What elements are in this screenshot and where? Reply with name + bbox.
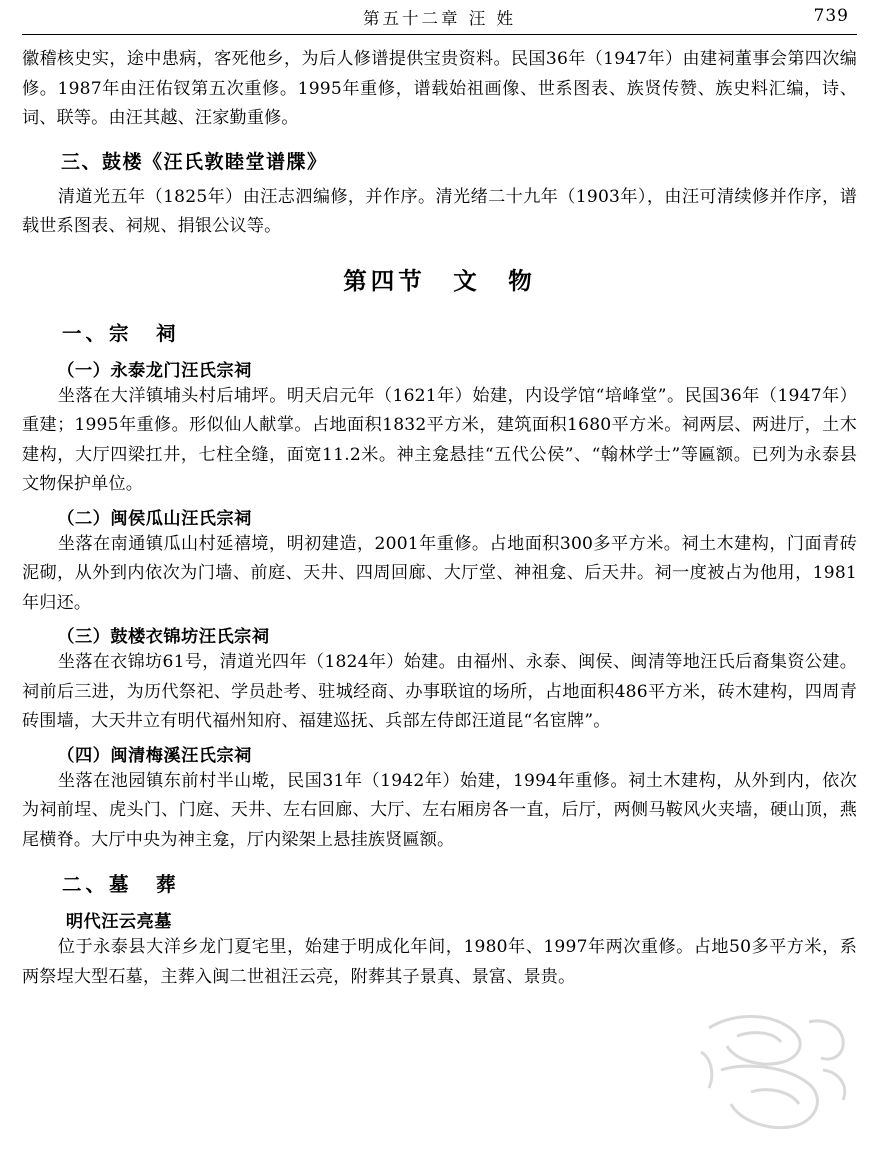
heading-two-tombs: 二、墓 葬 [61,873,180,896]
paragraph-continued: 徽稽核史实，途中患病，客死他乡，为后人修谱提供宝贵资料。民国36年（1947年）由建祠董事会第四次编修。1987年由汪佑钗第五次重修。1995年重修，谱载始祖画像、世系图表、族贤传赞、族史料汇编，诗、词、联等。由汪其越、汪家勤重修。 [22,49,857,128]
section-four-title: 第四节 文 物 [343,266,536,295]
tomb-subheading: 明代汪云亮墓 [65,912,172,932]
section-three-paragraph: 清道光五年（1825年）由汪志泗编修，并作序。清光绪二十九年（1903年），由汪可清续修并作序，谱载世系图表、祠规、捐银公议等。 [22,186,857,236]
subsection-one-paragraph: 坐落在大洋镇埔头村后埔坪。明天启元年（1621年）始建，内设学馆“培峰堂”。民国36年（1947年）重建；1995年重修。形似仙人献掌。占地面积1832平方米，建筑面积1680平方米。祠两层、两进厅，土木建构，大厅四梁扛井，七柱全缝，面宽11.2米。神主龛悬挂“五代公侯”、“翰林学士”等匾额。已列为永泰县文物保护单位。 [22,385,857,494]
subheading-one: （一）永泰龙门汪氏宗祠 [57,360,252,381]
subheading-four: （四）闽清梅溪汪氏宗祠 [57,745,252,766]
heading-one-ancestral-hall: 一、宗 祠 [61,321,180,345]
page-number: 739 [813,6,849,26]
subsection-four-paragraph: 坐落在池园镇东前村半山墘，民国31年（1942年）始建，1994年重修。祠土木建构，从外到内，依次为祠前埕、虎头门、门庭、天井、左右回廊、大厅、左右厢房各一直，后厅，两侧马鞍风火夹墙，硬山顶，燕尾横脊。大厅中央为神主龛，厅内梁架上悬挂族贤匾额。 [22,770,857,850]
subheading-two: （二）闽侯瓜山汪氏宗祠 [57,508,252,529]
subsection-three-paragraph: 坐落在衣锦坊61号，清道光四年（1824年）始建。由福州、永泰、闽侯、闽清等地汪氏后裔集资公建。祠前后三进，为历代祭祀、学员赴考、驻城经商、办事联谊的场所，占地面积486平方米，砖木建构，四周青砖围墙，大天井立有明代福州知府、福建巡抚、兵部左侍郎汪道昆“名宦牌”。 [22,652,857,731]
subheading-three: （三）鼓楼衣锦坊汪氏宗祠 [57,627,270,647]
chapter-title: 第五十二章 汪 姓 [363,9,516,28]
subsection-two-paragraph: 坐落在南通镇瓜山村延禧境，明初建造，2001年重修。占地面积300多平方米。祠土木建构，门面青砖泥砌，从外到内依次为门墙、前庭、天井、四周回廊、大厅堂、神祖龛、后天井。祠一度被占为他用，1981年归还。 [22,533,857,613]
header-divider [22,34,857,35]
section-heading-three: 三、鼓楼《汪氏敦睦堂谱牒》 [60,150,328,173]
running-head [22,0,857,34]
decorative-watermark [691,1000,861,1150]
tomb-paragraph: 位于永泰县大洋乡龙门夏宅里，始建于明成化年间，1980年、1997年两次重修。占地50多平方米，系两祭埕大型石墓，主葬入闽二世祖汪云亮，附葬其子景真、景富、景贵。 [22,937,857,987]
